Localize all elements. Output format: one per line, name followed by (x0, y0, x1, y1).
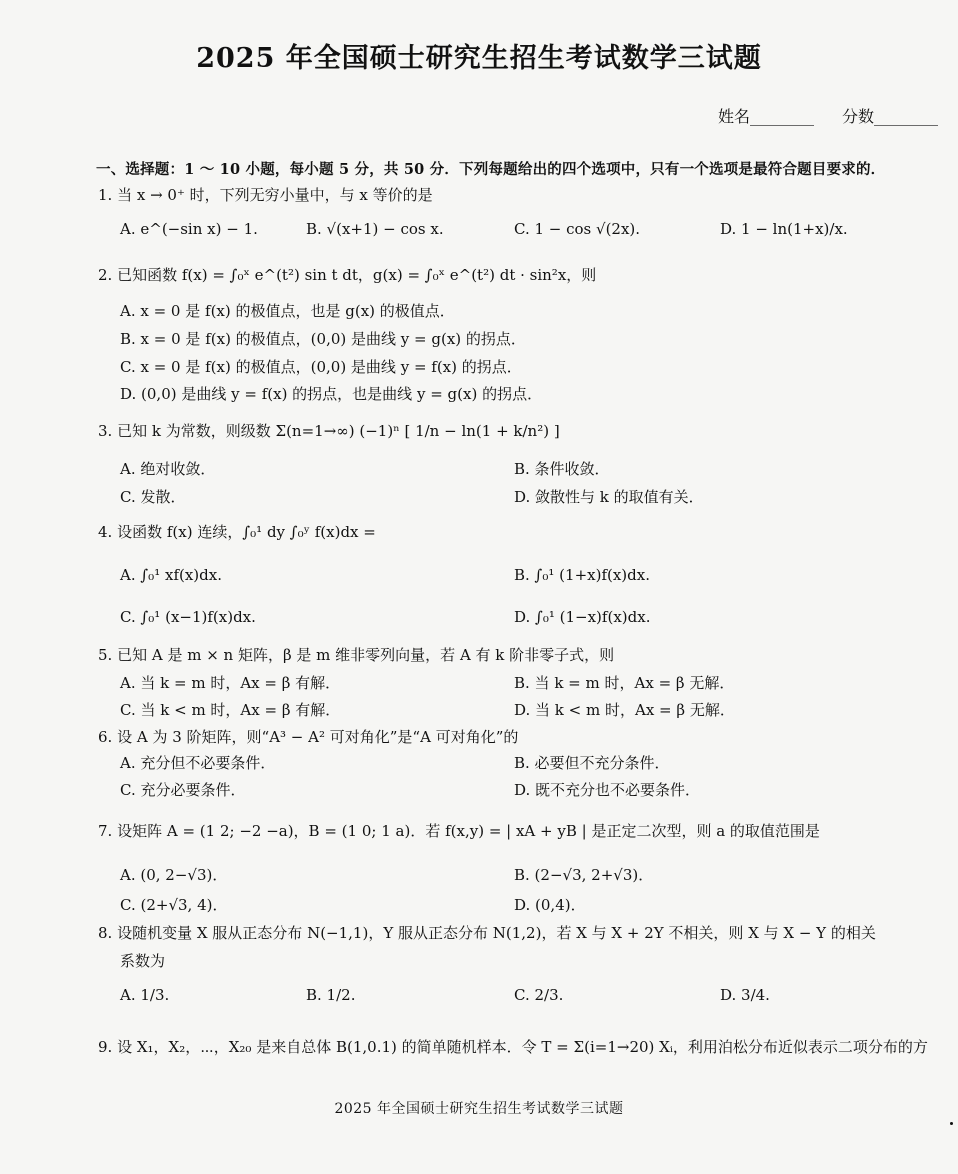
question-4-option-b: B. ∫₀¹ (1+x)f(x)dx. (514, 566, 650, 584)
question-6-option-a: A. 充分但不必要条件． (120, 754, 276, 772)
name-field-label: 姓名________ (717, 107, 814, 126)
question-3-option-c: C. 发散． (120, 488, 186, 506)
question-8-option-a: A. 1/3. (120, 986, 170, 1004)
question-2-option-c: C. x = 0 是 f(x) 的极值点，(0,0) 是曲线 y = f(x) 的拐点． (120, 358, 522, 376)
question-1-option-b: B. √(x+1) − cos x. (306, 220, 444, 238)
question-7-option-d: D. (0,4)． (514, 896, 586, 914)
question-4-stem: 4. 设函数 f(x) 连续，∫₀¹ dy ∫₀ʸ f(x)dx = (98, 523, 376, 541)
question-5-stem: 5. 已知 A 是 m × n 矩阵，β 是 m 维非零列向量，若 A 有 k 阶非零子式，则 (98, 646, 615, 664)
question-6-stem: 6. 设 A 为 3 阶矩阵，则“A³ − A² 可对角化”是“A 可对角化”的 (98, 728, 519, 746)
question-1-stem: 1. 当 x → 0⁺ 时，下列无穷小量中，与 x 等价的是 (98, 186, 433, 204)
question-6-option-c: C. 充分必要条件． (120, 781, 246, 799)
page-title: 2025 年全国硕士研究生招生考试数学三试题 (196, 43, 762, 74)
question-4-option-a: A. ∫₀¹ xf(x)dx. (120, 566, 222, 584)
question-3-option-d: D. 敛散性与 k 的取值有关． (514, 488, 704, 506)
question-1-option-c: C. 1 − cos √(2x). (514, 220, 641, 238)
question-2-option-d: D. (0,0) 是曲线 y = f(x) 的拐点，也是曲线 y = g(x) 的拐点． (120, 385, 543, 403)
question-5-option-b: B. 当 k = m 时，Ax = β 无解． (514, 674, 735, 692)
question-8-option-d: D. 3/4. (720, 986, 770, 1004)
page-footer: 2025 年全国硕士研究生招生考试数学三试题 (334, 1101, 624, 1117)
question-4-option-d: D. ∫₀¹ (1−x)f(x)dx. (514, 608, 651, 626)
question-7-option-b: B. (2−√3, 2+√3)． (514, 866, 654, 884)
question-8-option-b: B. 1/2. (306, 986, 356, 1004)
question-9-stem: 9. 设 X₁，X₂，⋯，X₂₀ 是来自总体 B(1,0.1) 的简单随机样本．令 T = Σ(i=1→20) Xᵢ，利用泊松分布近似表示二项分布的方 (98, 1038, 928, 1056)
score-field-label: 分数________ (841, 107, 938, 126)
section-heading: 一、选择题：1 ～ 10 小题，每小题 5 分，共 50 分．下列每题给出的四个选项中，只有一个选项是最符合题目要求的． (96, 161, 886, 178)
question-4-option-c: C. ∫₀¹ (x−1)f(x)dx. (120, 608, 256, 626)
question-2-option-b: B. x = 0 是 f(x) 的极值点，(0,0) 是曲线 y = g(x) 的拐点． (120, 330, 526, 348)
question-6-option-d: D. 既不充分也不必要条件． (514, 781, 701, 799)
question-2-stem: 2. 已知函数 f(x) = ∫₀ˣ e^(t²) sin t dt，g(x) = ∫₀ˣ e^(t²) dt · sin²x，则 (98, 266, 597, 284)
question-3-option-a: A. 绝对收敛． (120, 460, 216, 478)
name-score-fields (718, 104, 938, 127)
question-1-option-a: A. e^(−sin x) − 1. (120, 220, 258, 238)
question-8-stem: 8. 设随机变量 X 服从正态分布 N(−1,1)，Y 服从正态分布 N(1,2)，若 X 与 X + 2Y 不相关，则 X 与 X − Y 的相关 (98, 924, 876, 942)
question-8-stem-continued: 系数为 (120, 952, 166, 970)
question-7-option-c: C. (2+√3, 4)． (120, 896, 228, 914)
question-7-option-a: A. (0, 2−√3)． (120, 866, 228, 884)
scan-dot (950, 1122, 953, 1125)
question-3-stem: 3. 已知 k 为常数，则级数 Σ(n=1→∞) (−1)ⁿ [ 1/n − ln(1 + k/n²) ] (98, 422, 560, 440)
question-3-option-b: B. 条件收敛． (514, 460, 610, 478)
question-1-option-d: D. 1 − ln(1+x)/x. (720, 220, 848, 238)
question-8-option-c: C. 2/3. (514, 986, 564, 1004)
question-5-option-c: C. 当 k < m 时，Ax = β 有解． (120, 701, 341, 719)
question-2-option-a: A. x = 0 是 f(x) 的极值点，也是 g(x) 的极值点． (120, 302, 455, 320)
question-6-option-b: B. 必要但不充分条件． (514, 754, 670, 772)
question-7-stem: 7. 设矩阵 A = (1 2; −2 −a)，B = (1 0; 1 a)．若 f(x,y) = | xA + yB | 是正定二次型，则 a 的取值范围是 (98, 822, 820, 840)
question-5-option-d: D. 当 k < m 时，Ax = β 无解． (514, 701, 735, 719)
question-5-option-a: A. 当 k = m 时，Ax = β 有解． (120, 674, 341, 692)
